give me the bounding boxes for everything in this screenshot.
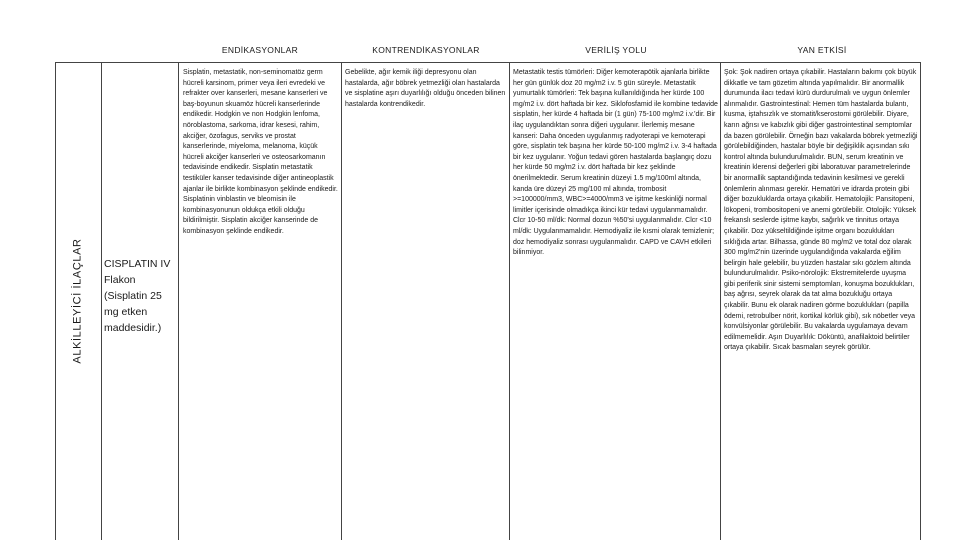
- column-divider: [509, 62, 510, 540]
- header-side-effects: YAN ETKİSİ: [797, 45, 847, 55]
- header-contraindications: KONTRENDİKASYONLAR: [372, 45, 480, 55]
- column-divider: [920, 62, 921, 540]
- route-cell: Metastatik testis tümörleri: Diğer kemoterapötik ajanlarla birlikte her gün günlük doz 20 mg/m2 i.v. 5 gün süreyle. Metastatik yumurtalık tümörleri: Tek başına kullanıldığında her kürde 100 mg/m2 i.v. dört haftada bir kez. Siklofosfamid ile kombine tedavide sisplatin, her kürde 4 haftada bir (1 gün) 75-100 mg/m2 i.v.'dir. Bir ilaç uygulandıktan sonra diğeri uygulanır. İlerlemiş mesane kanseri: Daha önceden uygulanmış radyoterapi ve kemoterapi göre, sisplatin tek başına her kürde 50-100 mg/m2 i.v. 3-4 haftada bir kez uygulanır. Yoğun tedavi gören hastalarda başlangıç dozu her kürde 50 mg/m2 i.v. dört haftada bir kez şeklinde önerilmektedir. Serum kreatinin düzeyi 1.5 mg/100ml altında, kanda üre düzeyi 25 mg/100 ml altında, trombosit >=100000/mm3, WBC>=4000/mm3 ve işitme keskinliği normal limitler içerisinde olmadıkça ikinci kür tedavi uygulanmamalıdır. Clcr 10-50 ml/dk: Normal dozun %50'si uygulanmalıdır. Clcr <10 ml/dk: Uygulanmamalıdır. Hemodiyaliz ile kısmi olarak temizlenir; doz hemodiyaliz sonrası uygulanmalıdır. CAPD ve CAVH etkileri bilinmiyor.: [513, 69, 718, 257]
- contraindications-cell: Gebelikte, ağır kemik iliği depresyonu olan hastalarda, ağır böbrek yetmezliği olan hastalarda ve sisplatine aşırı duyarlılığı olduğu önceden bilinen hastalarda kontrendikedir.: [345, 69, 506, 108]
- column-divider: [178, 62, 179, 540]
- row-group-cell: [56, 62, 100, 540]
- side-effects-cell: Şok: Şok nadiren ortaya çıkabilir. Hastaların bakımı çok büyük dikkatle ve tam gözetim altında yapılmalıdır. Bir anormallik durumunda ilacı tedavi kürü durdurulmalı ve uygun önlemler alınmalıdır. Gastrointestinal: Hemen tüm hastalarda bulantı, kusma, iştahsızlık ve stomatit/kserostomi görülebilir. Diyare, karın ağrısı ve kabızlık gibi diğer gastrointestinal semptomlar da bazen görülebilir. Örneğin bazı vakalarda böbrek yetmezliği görülebildiğinden, hastalar böyle bir değişiklik açısından sıkı kontrol altında bulundurulmalıdır. BUN, serum kreatinin ve kreatinin klerensi değerleri gibi laboratuvar parametrelerinde bir anormallik saptandığında tedavinin kesilmesi ve gerekli önlemlerin alınması gerekir. Hematüri ve idrarda protein gibi diğer bozukluklarda ortaya çıkabilir. Hematolojik: Pansitopeni, lökopeni, trombositopeni ve anemi görülebilir. Otolojik: Yüksek frekanslı seslerde işitme kaybı, sağırlık ve tinnitus ortaya çıkabilir. Doz yükseltildiğinde işitme organı bozuklukları sıklığıda artar. Bilhassa, günde 80 mg/m2 ve total doz olarak 300 mg/m2'nin üzerinde uygulandığında vakalarda eğilim belirgin hale gelebilir, bu yüzden hastalar sıkı gözlem altında bulundurulmalıdır. Psiko-nörolojik: Ekstremitelerde uyuşma gibi periferik sinir sistemi semptomları, konuşma bozuklukları, baş ağrısı, seyrek olarak da tat alma bozukluğu ortaya çıkabilir. Bunu ek olarak nadiren görme bozuklukları (papilla ödemi, retrobulber nörit, kortikal körlük gibi), sık nöbetler veya konvülsiyonlar görülebilir. Bu vakalarda uygulamaya devam edilmemelidir. Aşırı Duyarlılık: Döküntü, anafilaktoid belirtiler ortaya çıkabilir. Sıcak basmaları seyrek görülür.: [724, 69, 918, 352]
- indications-cell: Sisplatin, metastatik, non-seminomatöz germ hücreli karsinom, primer veya ileri evredeki ve refrakter over kanserleri, mesane kanserleri ve baş-boyunun skuamöz hücreli kanserlerinde endikedir. Hodgkin ve non Hodgkin lenfoma, nöroblastoma, sarkoma, idrar kesesi, rahim, akciğer, özofagus, serviks ve prostat kanserlerinde, miyeloma, melanoma, küçük hücreli akciğer kanserleri ve osteosarkomanın tedavisinde endikedir. Sisplatin metastatik testiküler kanser tedavisinde diğer antineoplastik ajanlar ile birlikte kombinasyon şeklinde endikedir. Sisplatinin vinblastin ve bleomisin ile kombinasyonunun oldukça etkili olduğu bildirilmiştir. Sisplatin akciğer kanserinde de kombinasyon şeklinde endikedir.: [183, 69, 338, 235]
- header-route: VERİLİŞ YOLU: [585, 45, 647, 55]
- drug-name-cell: CISPLATIN IV Flakon (Sisplatin 25 mg etken maddesidir.): [104, 258, 171, 334]
- column-divider: [101, 62, 102, 540]
- header-indications: ENDİKASYONLAR: [221, 45, 299, 55]
- column-divider: [720, 62, 721, 540]
- row-group-label: ALKİLLEYİCİ İLAÇLAR: [72, 238, 84, 364]
- column-divider: [341, 62, 342, 540]
